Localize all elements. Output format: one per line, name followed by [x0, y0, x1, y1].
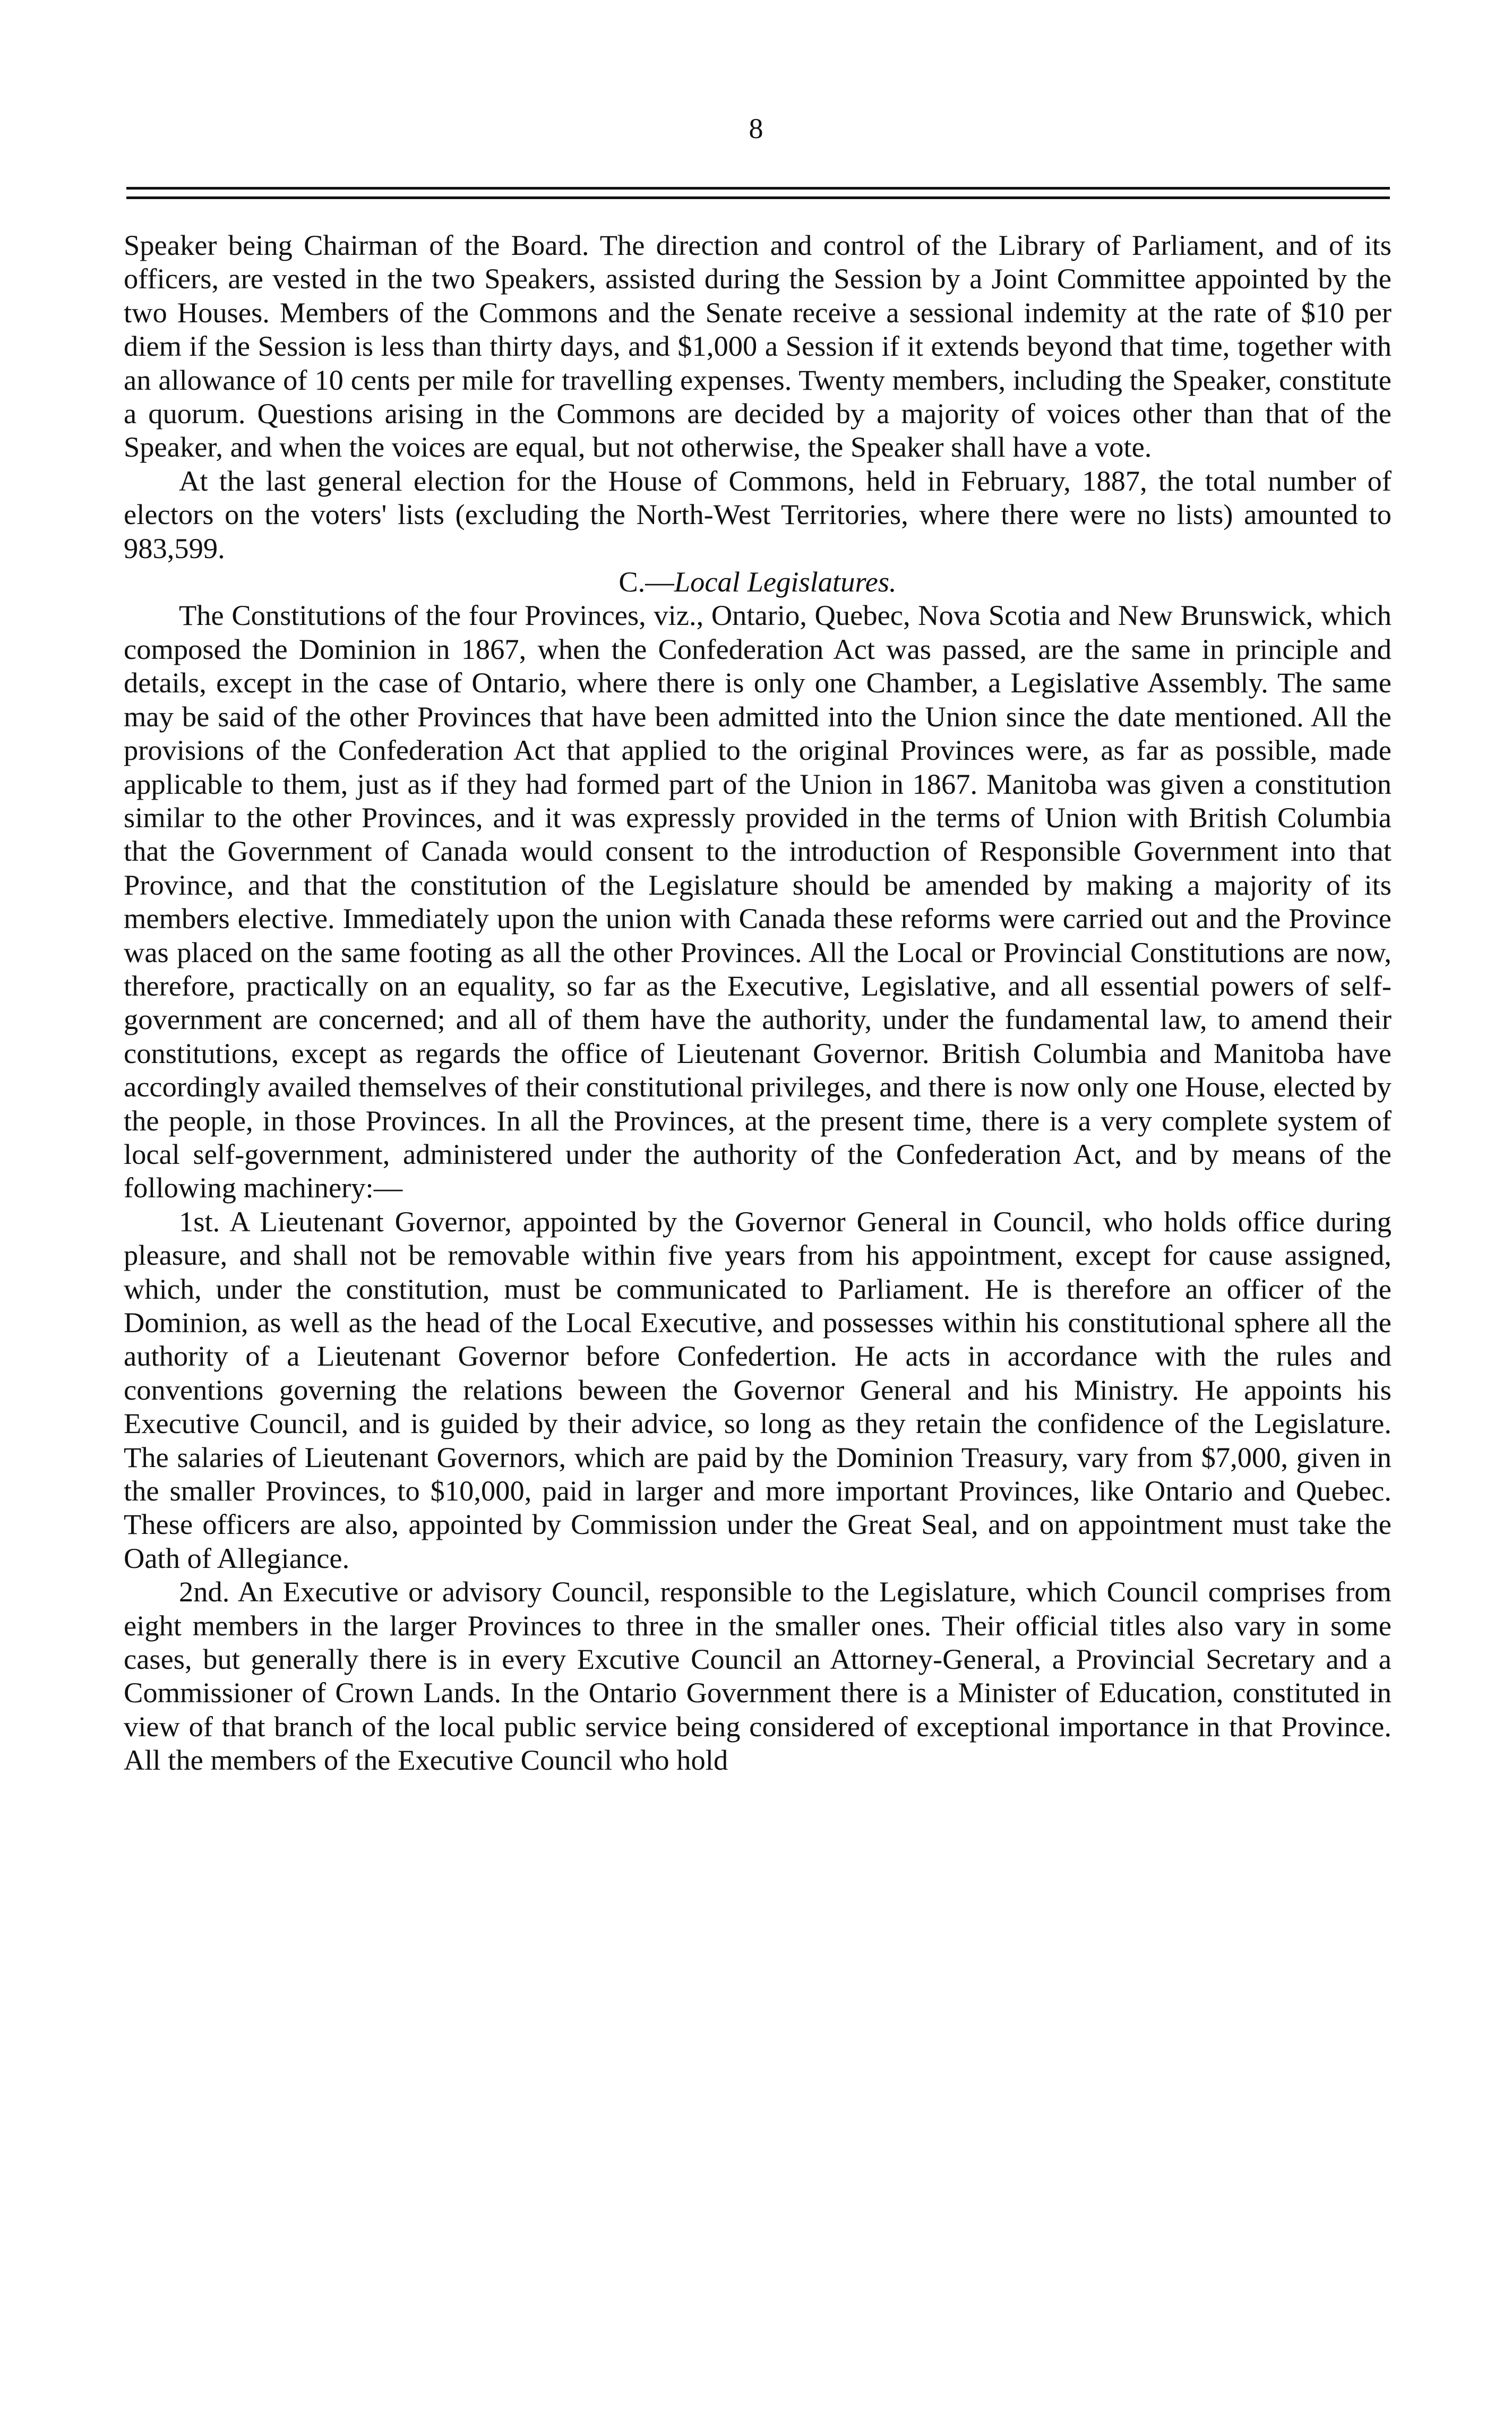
section-heading-prefix: C.— — [618, 565, 674, 598]
header-rule-bottom — [126, 196, 1390, 199]
paragraph-lieutenant-governor: 1st. A Lieutenant Governor, appointed by the Governor General in Council, who holds office during pleasure, and shall not be removable within five years from his appointment, except for cause assigned, which, under the constitution, must be communicated to Parliament. He is therefore an officer of the Dominion, as well as the head of the Local Executive, and possesses within his constitutional sphere all the authority of a Lieutenant Governor before Confedertion. He acts in accordance with the rules and conventions governing the relations beween the Governor General and his Ministry. He appoints his Executive Council, and is guided by their advice, so long as they retain the confidence of the Legislature. The salaries of Lieutenant Governors, which are paid by the Dominion Treasury, vary from $7,000, given in the smaller Provinces, to $10,000, paid in larger and more important Provinces, like Ontario and Quebec. These officers are also, appointed by Commission under the Great Seal, and on appointment must take the Oath of Allegiance. — [124, 1205, 1391, 1574]
paragraph-constitutions: The Constitutions of the four Provinces, viz., Ontario, Quebec, Nova Scotia and New Brunswick, which composed the Dominion in 1867, when the Confederation Act was passed, are the same in principle and details, except in the case of Ontario, where there is only one Chamber, a Legislative Assembly. The same may be said of the other Provinces that have been admitted into the Union since the date mentioned. All the provisions of the Confederation Act that applied to the original Provinces were, as far as possible, made applicable to them, just as if they had formed part of the Union in 1867. Manitoba was given a constitution similar to the other Provinces, and it was expressly provided in the terms of Union with British Columbia that the Government of Canada would consent to the introduction of Responsible Government into that Province, and that the constitution of the Legislature should be amended by making a majority of its members elective. Immediately upon the union with Canada these reforms were carried out and the Province was placed on the same footing as all the other Provinces. All the Local or Provincial Constitutions are now, therefore, practically on an equality, so far as the Executive, Legislative, and all essential powers of self-government are concerned; and all of them have the authority, under the fundamental law, to amend their constitutions, except as regards the office of Lieutenant Governor. British Columbia and Manitoba have accordingly availed themselves of their constitutional privileges, and there is now only one House, elected by the people, in those Provinces. In all the Provinces, at the present time, there is a very complete system of local self-government, administered under the authority of the Confederation Act, and by means of the following machinery:— — [124, 599, 1391, 1204]
paragraph-speaker-chairman: Speaker being Chairman of the Board. The direction and control of the Library of Parliament, and of its officers, are vested in the two Speakers, assisted during the Session by a Joint Committee appointed by the two Houses. Members of the Commons and the Senate receive a sessional indemity at the rate of $10 per diem if the Session is less than thirty days, and $1,000 a Session if it extends beyond that time, together with an allowance of 10 cents per mile for travelling expenses. Twenty members, including the Speaker, constitute a quorum. Questions arising in the Commons are decided by a majority of voices other than that of the Speaker, and when the voices are equal, but not otherwise, the Speaker shall have a vote. — [124, 229, 1391, 464]
section-heading-title: Local Legislatures. — [674, 565, 897, 598]
body-text — [124, 228, 1391, 1777]
page-number: 8 — [749, 113, 763, 144]
section-heading — [124, 565, 1391, 598]
header-rule-top — [126, 187, 1390, 190]
paragraph-last-general-election: At the last general election for the House of Commons, held in February, 1887, the total number of electors on the voters' lists (excluding the North-West Territories, where there were no lists) amounted to 983,599. — [124, 464, 1391, 564]
paragraph-executive-council: 2nd. An Executive or advisory Council, responsible to the Legislature, which Council comprises from eight members in the larger Provinces to three in the smaller ones. Their official titles also vary in some cases, but generally there is in every Excutive Council an Attorney-General, a Provincial Secretary and a Commissioner of Crown Lands. In the Ontario Government there is a Minister of Education, constituted in view of that branch of the local public service being considered of exceptional importance in that Province. All the members of the Executive Council who hold — [124, 1575, 1391, 1777]
